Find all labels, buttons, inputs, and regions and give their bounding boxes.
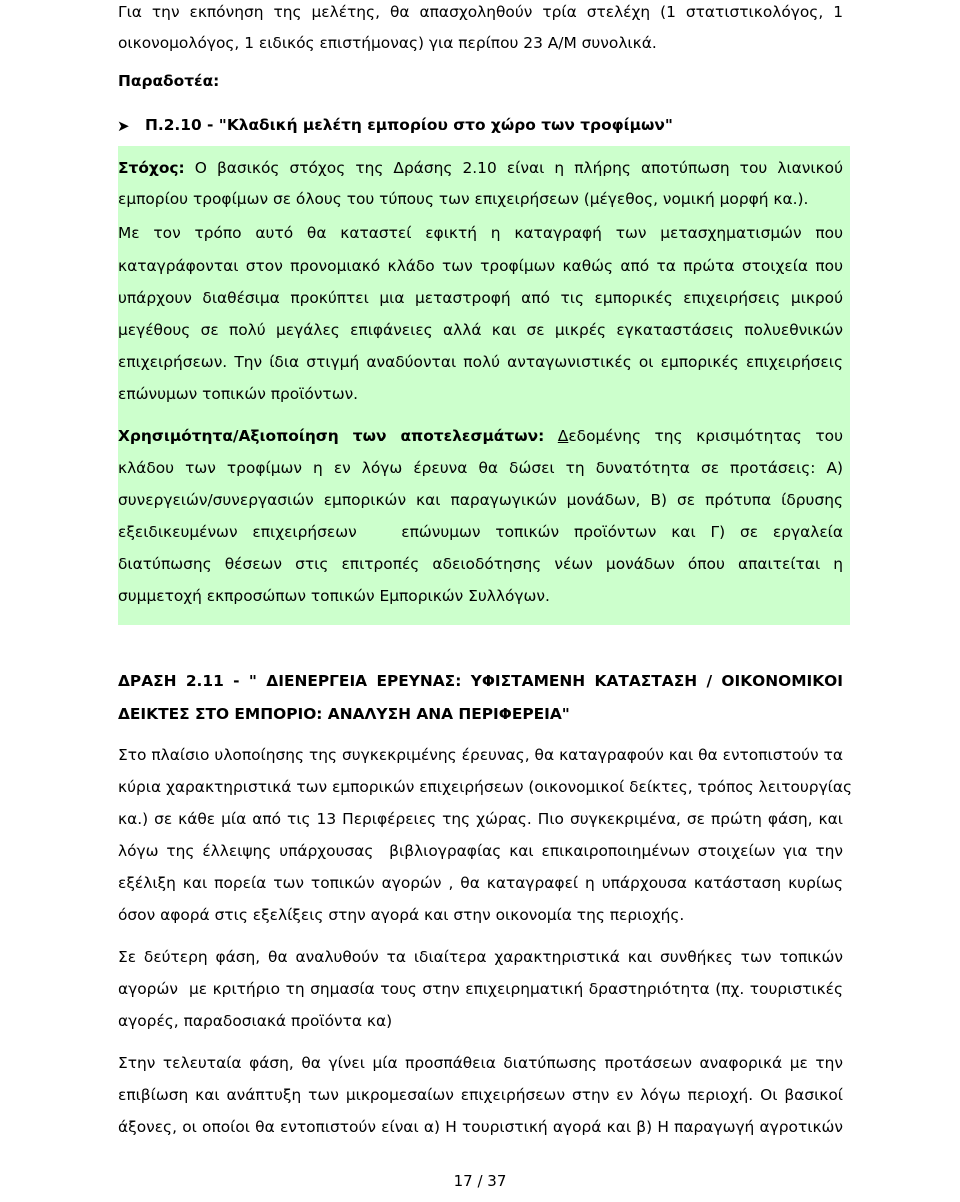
intro-line-1: Για την εκπόνηση της μελέτης, θα απασχοληθούν τρία στελέχη (1 στατιστικολόγος, 1	[118, 3, 843, 21]
goal-para2-line: Με τον τρόπο αυτό θα καταστεί εφικτή η καταγραφή των μετασχηματισμών που	[118, 224, 843, 242]
usefulness-line: κλάδου των τροφίμων η εν λόγω έρευνα θα δώσει τη δυνατότητα σε προτάσεις: Α)	[118, 459, 843, 477]
deliverables-label: Παραδοτέα:	[118, 72, 220, 90]
action-para1-line: Στο πλαίσιο υλοποίησης της συγκεκριμένης έρευνας, θα καταγραφούν και θα εντοπιστούν τα	[118, 746, 843, 764]
goal-para2-line: μεγέθους σε πολύ μεγάλες επιφάνειες αλλά και σε μικρές εγκαταστάσεις πολυεθνικών	[118, 321, 843, 339]
action-para1-line: κύρια χαρακτηριστικά των εμπορικών επιχειρήσεων (οικονομικοί δείκτες, τρόπος λειτουργίας	[118, 778, 853, 796]
intro-line-2: οικονομολόγος, 1 ειδικός επιστήμονας) για περίπου 23 Α/Μ συνολικά.	[118, 34, 657, 52]
action-para1-line: λόγω της έλλειψης υπάρχουσας βιβλιογραφίας και επικαιροποιημένων στοιχείων για την	[118, 842, 843, 860]
action-para2-line: αγορές, παραδοσιακά προϊόντα κα)	[118, 1012, 393, 1030]
action-para2-line: αγορών με κριτήριο τη σημασία τους στην επιχειρηματική δραστηριότητα (πχ. τουριστικές	[118, 980, 843, 998]
usefulness-first-letter: Δ	[557, 427, 569, 445]
usefulness-line-1	[118, 425, 843, 447]
deliverable-title: Π.2.10 - "Κλαδική μελέτη εμπορίου στο χώρο των τροφίμων"	[145, 116, 673, 134]
action-para1-line: όσον αφορά στις εξελίξεις στην αγορά και στην οικονομία της περιοχής.	[118, 906, 685, 924]
action-para3-line: επιβίωση και ανάπτυξη των μικρομεσαίων επιχειρήσεων στην εν λόγω περιοχή. Οι βασικοί	[118, 1086, 843, 1104]
goal-label: Στόχος:	[118, 159, 185, 177]
action-para1-line: κα.) σε κάθε μία από τις 13 Περιφέρειες της χώρας. Πιο συγκεκριμένα, σε πρώτη φάση, και	[118, 810, 843, 828]
usefulness-line: συνεργειών/συνεργασιών εμπορικών και παραγωγικών μονάδων, Β) σε πρότυπα ίδρυσης	[118, 491, 843, 509]
usefulness-line: διατύπωσης θέσεων στις επιτροπές αδειοδότησης νέων μονάδων όπου απαιτείται η	[118, 555, 843, 573]
usefulness-label: Χρησιμότητα/Αξιοποίηση των αποτελεσμάτων:	[118, 427, 545, 445]
usefulness-line-1-text: εδομένης της κρισιμότητας του	[568, 427, 843, 445]
page-number: 17 / 37	[453, 1172, 507, 1190]
bullet-arrow-icon: ➤	[117, 117, 130, 135]
action-title-line-1: ΔΡΑΣΗ 2.11 - " ΔΙΕΝΕΡΓΕΙΑ ΕΡΕΥΝΑΣ: ΥΦΙΣΤΑΜΕΝΗ ΚΑΤΑΣΤΑΣΗ / ΟΙΚΟΝΟΜΙΚΟΙ	[118, 672, 843, 690]
goal-line-2: εμπορίου τροφίμων σε όλους του τύπους των επιχειρήσεων (μέγεθος, νομική μορφή κα.).	[118, 190, 809, 208]
goal-para2-line: καταγράφονται στον προνομιακό κλάδο των τροφίμων καθώς από τα πρώτα στοιχεία που	[118, 257, 843, 275]
action-para3-line: Στην τελευταία φάση, θα γίνει μία προσπάθεια διατύπωσης προτάσεων αναφορικά με την	[118, 1054, 843, 1072]
action-para1-line: εξέλιξη και πορεία των τοπικών αγορών , θα καταγραφεί η υπάρχουσα κατάσταση κυρίως	[118, 874, 843, 892]
action-para3-line: άξονες, οι οποίοι θα εντοπιστούν είναι α) Η τουριστική αγορά και β) Η παραγωγή αγροτικών	[118, 1118, 843, 1136]
action-title-line-2: ΔΕΙΚΤΕΣ ΣΤΟ ΕΜΠΟΡΙΟ: ΑΝΑΛΥΣΗ ΑΝΑ ΠΕΡΙΦΕΡΕΙΑ"	[118, 705, 570, 723]
usefulness-line: συμμετοχή εκπροσώπων τοπικών Εμπορικών Συλλόγων.	[118, 587, 550, 605]
usefulness-line: εξειδικευμένων επιχειρήσεων επώνυμων τοπικών προϊόντων και Γ) σε εργαλεία	[118, 523, 843, 541]
goal-para2-line: επιχειρήσεων. Την ίδια στιγμή αναδύονται πολύ ανταγωνιστικές οι εμπορικές επιχειρήσεις	[118, 353, 843, 371]
action-para2-line: Σε δεύτερη φάση, θα αναλυθούν τα ιδιαίτερα χαρακτηριστικά και συνθήκες των τοπικών	[118, 948, 843, 966]
goal-line-1	[118, 157, 843, 179]
goal-line-1-text: Ο βασικός στόχος της Δράσης 2.10 είναι η πλήρης αποτύπωση του λιανικού	[184, 159, 843, 177]
goal-para2-line: υπάρχουν διαθέσιμα προκύπτει μια μεταστροφή από τις εμπορικές επιχειρήσεις μικρού	[118, 289, 843, 307]
goal-para2-line: επώνυμων τοπικών προϊόντων.	[118, 385, 359, 403]
